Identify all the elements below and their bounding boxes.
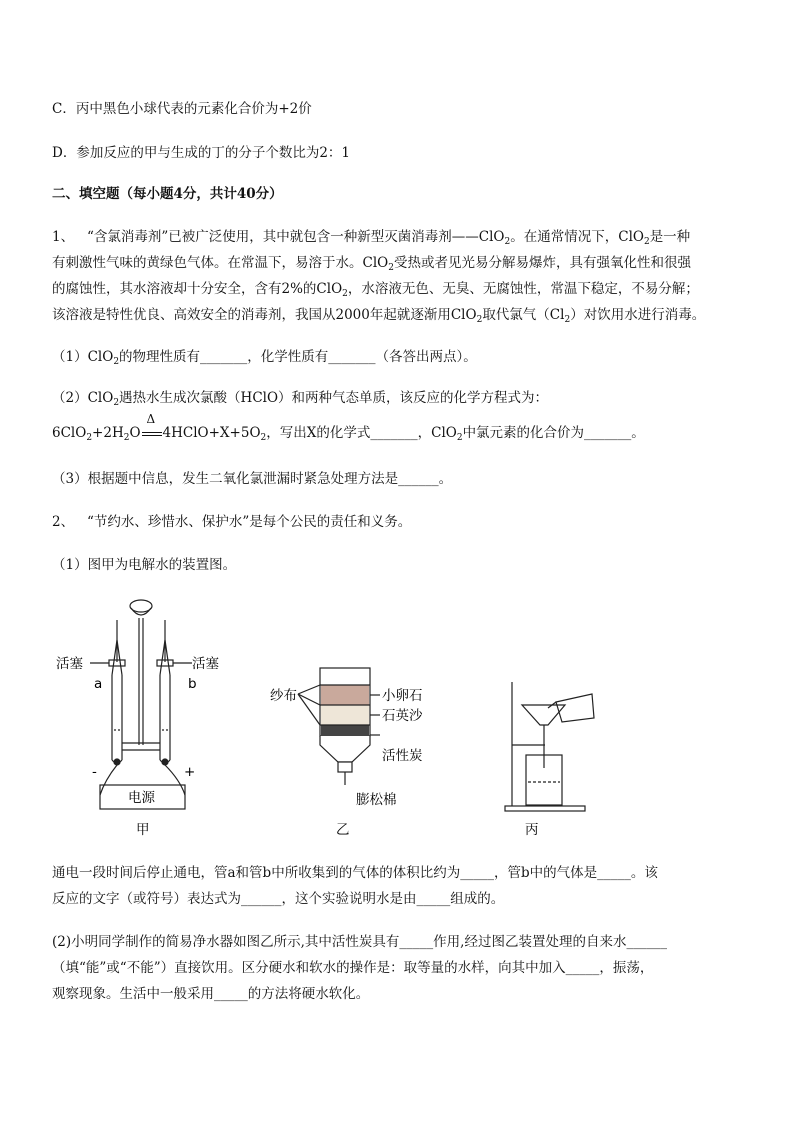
section-title: 二、填空题（每小题4分，共计40分） (52, 186, 283, 202)
valve-left-label: 活塞 (56, 656, 83, 672)
q2-intro: 2、 “节约水、珍惜水、保护水”是每个公民的责任和义务。 (52, 514, 412, 530)
q2-para1-line1: 通电一段时间后停止通电，管a和管b中所收集到的气体的体积比约为_____，管b中的气体是_____。该 (52, 865, 658, 881)
pebbles-label: 小卵石 (382, 688, 423, 704)
q1-sub1: （1）ClO$_2$的物理性质有_______，化学性质有_______（各答出两点）。 (52, 349, 477, 367)
gauze-label: 纱布 (270, 688, 297, 704)
option-c: C．丙中黑色小球代表的元素化合价为+2价 (52, 101, 312, 117)
cotton-label: 膨松棉 (356, 792, 397, 808)
q2-sub1: （1）图甲为电解水的装置图。 (52, 557, 237, 573)
figure-yi-label: 乙 (336, 822, 350, 838)
water-filter (298, 668, 380, 785)
q1-sub2: （2）ClO$_2$遇热水生成次氯酸（HClO）和两种气态单质，该反应的化学方程式为： (52, 390, 549, 408)
tube-b-label: b (188, 676, 197, 692)
figure-bing-label: 丙 (525, 822, 539, 838)
filtration-setup (505, 682, 594, 811)
valve-right-label: 活塞 (192, 656, 219, 672)
q1-intro-line4: 该溶液是特性优良、高效安全的消毒剂，我国从2000年起就逐渐用ClO$_2$取代氯气$(Cl_2)$对饮用水进行消毒。 (52, 307, 706, 325)
q2-sub2-line2: （填“能”或“不能”）直接饮用。区分硬水和软水的操作是：取等量的水样，向其中加入_____，振荡， (52, 960, 654, 976)
q1-number: 1、 (52, 229, 75, 245)
carbon-label: 活性炭 (382, 748, 423, 764)
figure-jia-label: 甲 (136, 822, 150, 838)
q2-sub2-line3: 观察现象。生活中一般采用_____的方法将硬水软化。 (52, 986, 370, 1002)
heat-arrow: Δ (141, 424, 163, 442)
option-d: D．参加反应的甲与生成的丁的分子个数比为2：1 (52, 145, 351, 161)
power-label: 电源 (128, 790, 155, 806)
sand-label: 石英沙 (382, 708, 423, 724)
minus-label: - (92, 764, 97, 780)
q1-intro-line1: 1、 “含氯消毒剂”已被广泛使用，其中就包含一种新型灭菌消毒剂——ClO$_2$。在通常情况下，ClO$_2$是一种 (52, 229, 691, 247)
tube-a-label: a (94, 676, 103, 692)
q1-sub3: （3）根据题中信息，发生二氧化氯泄漏时紧急处理方法是______。 (52, 471, 453, 487)
apparatus-figure (0, 590, 794, 850)
plus-label: + (184, 764, 196, 780)
electrolysis-apparatus (90, 600, 192, 809)
q2-sub2-line1: (2)小明同学制作的简易净水器如图乙所示,其中活性炭具有_____作用,经过图乙装置处理的自来水______ (52, 934, 667, 950)
q2-para1-line2: 反应的文字（或符号）表达式为______，这个实验说明水是由_____组成的。 (52, 891, 505, 907)
q1-intro-line3: 的腐蚀性，其水溶液却十分安全，含有2%的ClO$_2$，水溶液无色、无臭、无腐蚀性，常温下稳定，不易分解； (52, 281, 699, 299)
q1-intro-line2: 有刺激性气味的黄绿色气体。在常温下，易溶于水。ClO$_2$受热或者见光易分解易爆炸，具有强氧化性和很强 (52, 255, 691, 273)
q1-equation: $6ClO_2+2H_2O$ Δ $4HClO+X+5O_2$，写出X的化学式_______，ClO$_2$中氯元素的化合价为_______。 (52, 412, 645, 443)
